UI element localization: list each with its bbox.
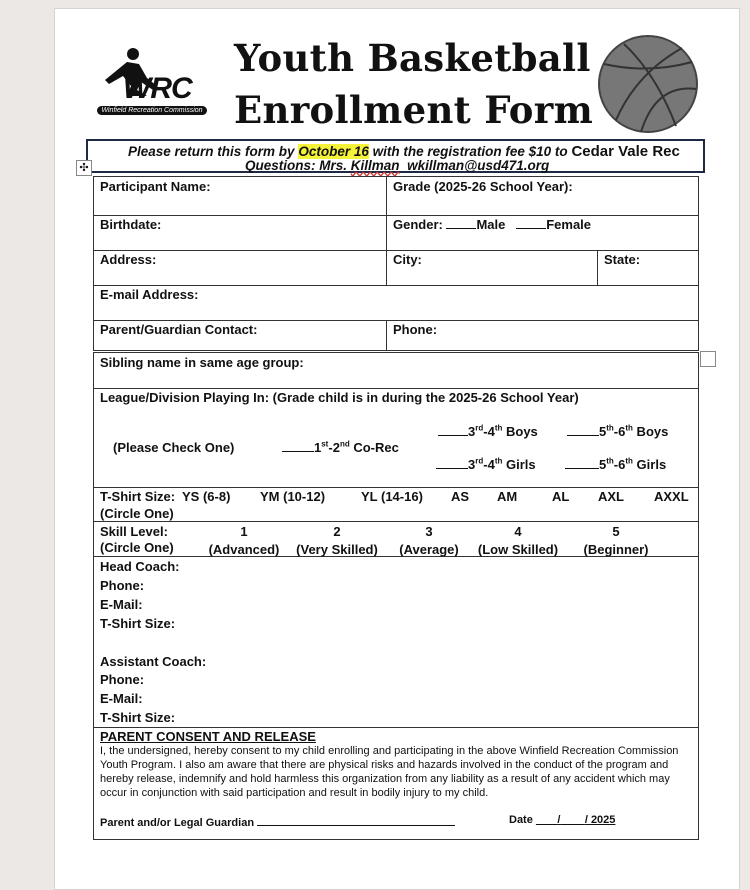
email-label: E-mail Address: <box>100 287 199 302</box>
league-option-3rd-4th-boys[interactable] <box>438 424 538 439</box>
table-move-handle[interactable]: ✣ <box>76 160 92 176</box>
league-option-3rd-4th-girls[interactable] <box>436 457 536 472</box>
date-year: / 2025 <box>584 814 616 826</box>
league-option-label: 5th-6th Boys <box>599 424 669 440</box>
check-blank[interactable] <box>438 424 468 436</box>
skill-circle-label: (Circle One) <box>100 540 174 555</box>
logo-text: WRC <box>123 72 192 105</box>
skill-level-1[interactable] <box>204 524 284 557</box>
skill-level-4[interactable] <box>473 524 563 557</box>
consent-text: I, the undersigned, hereby consent to my child enrolling and participating in the above Winfield Recreation Commission Youth Program. I also am aware that there are physical risks and hazards involved in the conduct of the program and hereby release, indemnify and hold harmless this organization from any liability as a result of any accident which may occur in conjunction with said participation and result in bodily injury to my child. <box>100 745 679 799</box>
tshirt-size-axxl[interactable]: AXXL <box>654 489 689 504</box>
skill-number: 3 <box>425 524 433 539</box>
check-blank[interactable] <box>282 440 314 452</box>
male-blank[interactable] <box>446 217 476 229</box>
head-coach-label: Head Coach: <box>100 559 180 574</box>
notice-text: Please return this form by <box>128 144 295 159</box>
wrc-logo <box>97 46 209 118</box>
recipient: Cedar Vale Rec <box>571 143 680 160</box>
skill-level-5[interactable] <box>576 524 656 557</box>
date-slash: / <box>557 814 561 826</box>
date-line[interactable] <box>536 814 616 826</box>
tshirt-size-ys[interactable]: YS (6-8) <box>182 489 231 504</box>
parent-contact-label: Parent/Guardian Contact: <box>100 322 258 337</box>
consent-heading: PARENT CONSENT AND RELEASE <box>100 729 316 744</box>
coach-cell[interactable] <box>93 556 699 728</box>
female-label: Female <box>546 217 592 232</box>
date-label: Date <box>509 814 533 826</box>
tshirt-circle-label: (Circle One) <box>100 506 174 521</box>
league-option-label: 1st-2nd Co-Rec <box>314 440 399 456</box>
league-option-1st-2nd[interactable] <box>282 440 399 455</box>
notice-box <box>86 139 705 173</box>
league-option-label: 5th-6th Girls <box>599 457 667 473</box>
table-resize-handle[interactable] <box>700 351 716 367</box>
city-label: City: <box>393 252 422 267</box>
skill-description: (Average) <box>399 542 459 557</box>
check-blank[interactable] <box>567 424 599 436</box>
basketball-icon <box>596 34 700 134</box>
signature-line[interactable] <box>257 814 455 826</box>
questions-label: Questions: Mrs. <box>245 158 348 173</box>
phone-label: Phone: <box>393 322 438 337</box>
contact-email: wkillman@usd471.org <box>407 158 550 173</box>
skill-description: (Advanced) <box>208 542 280 557</box>
league-option-5th-6th-girls[interactable] <box>565 457 666 472</box>
tshirt-size-ym[interactable]: YM (10-12) <box>260 489 326 504</box>
tshirt-size-al[interactable]: AL <box>552 489 570 504</box>
skill-number: 2 <box>333 524 341 539</box>
gender-field <box>393 217 591 232</box>
female-blank[interactable] <box>516 217 546 229</box>
skill-number: 1 <box>240 524 248 539</box>
assistant-coach-phone-label: Phone: <box>100 672 145 687</box>
head-coach-tshirt-label: T-Shirt Size: <box>100 616 176 631</box>
head-coach-phone-label: Phone: <box>100 578 145 593</box>
skill-description: (Low Skilled) <box>477 542 559 557</box>
tshirt-size-axl[interactable]: AXL <box>598 489 624 504</box>
skill-number: 4 <box>514 524 522 539</box>
please-check-label: (Please Check One) <box>113 440 235 455</box>
gender-label: Gender: <box>393 217 443 232</box>
skill-number: 5 <box>612 524 620 539</box>
assistant-coach-label: Assistant Coach: <box>100 654 207 669</box>
state-label: State: <box>604 252 641 267</box>
grade-label: Grade (2025-26 School Year): <box>393 179 573 194</box>
logo-subtitle: Winfield Recreation Commission <box>97 106 207 115</box>
tshirt-size-am[interactable]: AM <box>497 489 518 504</box>
contact-name: Killman <box>350 158 400 173</box>
assistant-coach-tshirt-label: T-Shirt Size: <box>100 710 176 725</box>
notice-fee: with the registration fee $10 to <box>372 144 568 159</box>
tshirt-size-as[interactable]: AS <box>451 489 470 504</box>
skill-description: (Very Skilled) <box>296 542 378 557</box>
league-option-label: 3rd-4th Boys <box>468 424 538 440</box>
guardian-label: Parent and/or Legal Guardian <box>100 817 255 829</box>
address-label: Address: <box>100 252 157 267</box>
head-coach-email-label: E-Mail: <box>100 597 143 612</box>
assistant-coach-email-label: E-Mail: <box>100 691 143 706</box>
guardian-signature-field[interactable] <box>100 814 455 829</box>
date-field[interactable] <box>509 814 615 826</box>
league-label: League/Division Playing In: (Grade child is in during the 2025-26 School Year) <box>100 390 579 405</box>
skill-level-3[interactable] <box>389 524 469 557</box>
check-blank[interactable] <box>436 457 468 469</box>
skill-description: (Beginner) <box>583 542 649 557</box>
deadline-date: October 16 <box>298 144 369 159</box>
league-option-label: 3rd-4th Girls <box>468 457 536 473</box>
tshirt-size-yl[interactable]: YL (14-16) <box>361 489 423 504</box>
title-line-2: Enrollment Form <box>234 88 594 132</box>
male-label: Male <box>476 217 506 232</box>
league-option-5th-6th-boys[interactable] <box>567 424 668 439</box>
tshirt-label: T-Shirt Size: <box>100 489 176 504</box>
birthdate-label: Birthdate: <box>100 217 162 232</box>
skill-level-2[interactable] <box>287 524 387 557</box>
sibling-label: Sibling name in same age group: <box>100 355 304 370</box>
title-line-1: Youth Basketball <box>234 36 591 80</box>
skill-label: Skill Level: <box>100 524 168 539</box>
participant-name-label: Participant Name: <box>100 179 211 194</box>
check-blank[interactable] <box>565 457 599 469</box>
